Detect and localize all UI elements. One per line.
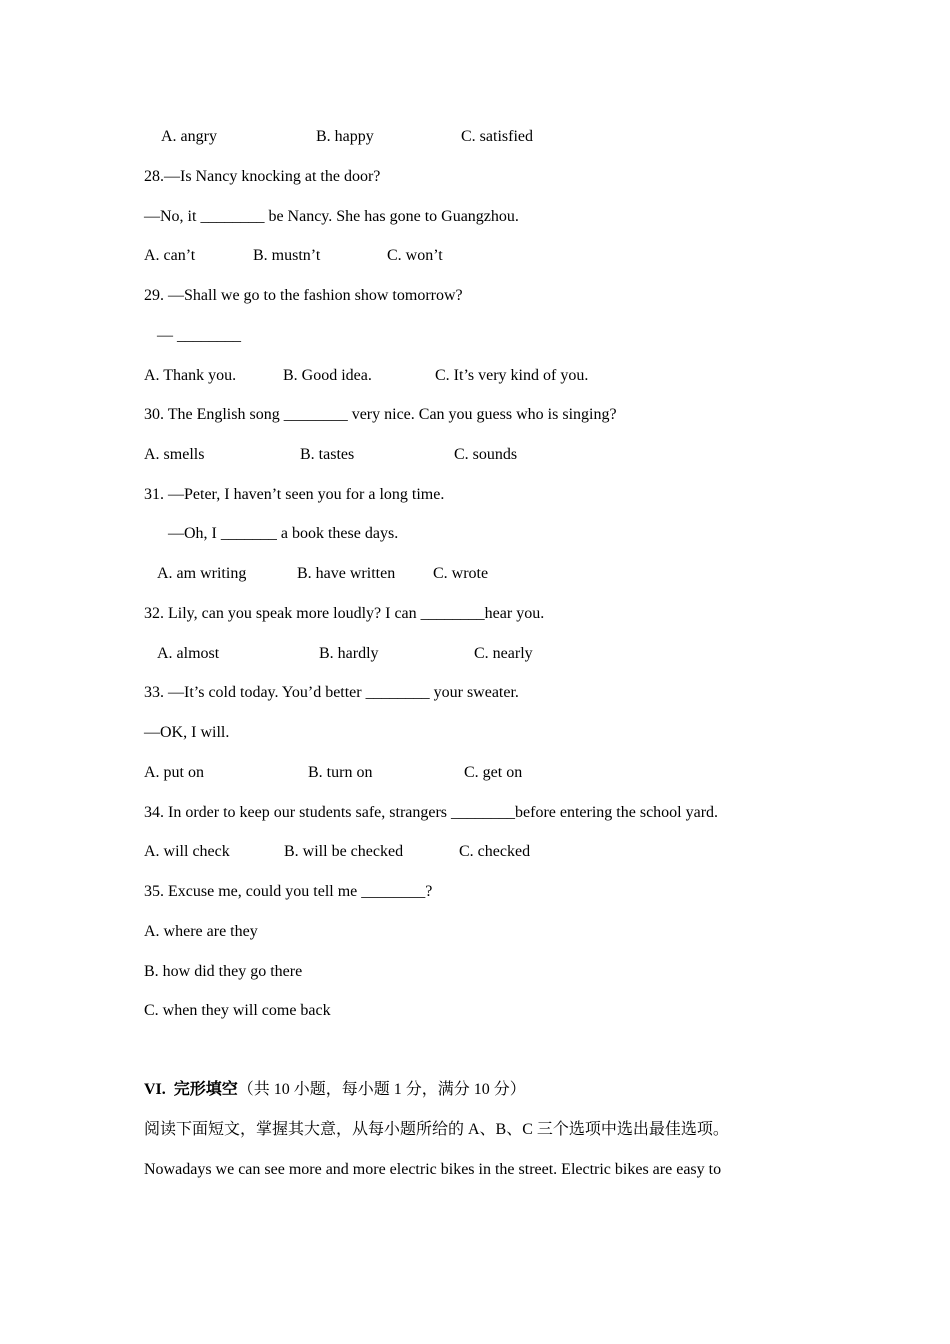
section-heading: [144, 1080, 526, 1100]
q27-option-a: A. angry: [161, 128, 217, 145]
q28-option-a: A. can’t: [144, 247, 196, 264]
q32-option-c: C. nearly: [474, 645, 533, 662]
q33-question: 33. —It’s cold today. You’d better ________ your sweater.: [144, 684, 519, 701]
q30-option-c: C. sounds: [454, 446, 518, 463]
q29-question: 29. —Shall we go to the fashion show tomorrow?: [144, 287, 463, 304]
q32-option-b: B. hardly: [319, 645, 379, 662]
q27-option-b: B. happy: [316, 128, 374, 145]
q34-option-b: B. will be checked: [284, 843, 404, 860]
q28-option-c: C. won’t: [387, 247, 443, 264]
q31-option-b: B. have written: [297, 565, 396, 582]
q29-option-b: B. Good idea.: [283, 367, 372, 384]
q32-question: 32. Lily, can you speak more loudly? I can ________hear you.: [144, 605, 545, 622]
q35-option-c: C. when they will come back: [144, 1002, 331, 1019]
q33-option-a: A. put on: [144, 764, 204, 781]
q29-option-a: A. Thank you.: [144, 367, 237, 384]
q30-option-a: A. smells: [144, 446, 205, 463]
q35-option-a: A. where are they: [144, 923, 258, 940]
q28-answer: —No, it ________ be Nancy. She has gone to Guangzhou.: [144, 208, 519, 225]
q30-option-b: B. tastes: [300, 446, 355, 463]
passage-first-line: Nowadays we can see more and more electric bikes in the street. Electric bikes are easy to: [144, 1161, 722, 1178]
q34-option-c: C. checked: [459, 843, 531, 860]
q34-question: 34. In order to keep our students safe, strangers ________before entering the school yard.: [144, 804, 719, 821]
q29-answer: — ________: [157, 327, 241, 344]
q34-option-a: A. will check: [144, 843, 230, 860]
q29-option-c: C. It’s very kind of you.: [435, 367, 589, 384]
section-instruction: 阅读下面短文，掌握其大意，从每小题所给的 A、B、C 三个选项中选出最佳选项。: [144, 1121, 729, 1138]
q31-answer: —Oh, I _______ a book these days.: [168, 525, 399, 542]
q35-option-b: B. how did they go there: [144, 963, 303, 980]
q32-option-a: A. almost: [157, 645, 220, 662]
section-heading-title: VI. 完形填空: [144, 1081, 238, 1098]
q30-question: 30. The English song ________ very nice. Can you guess who is singing?: [144, 406, 617, 423]
q33-option-b: B. turn on: [308, 764, 373, 781]
section-heading-note: （共 10 小题，每小题 1 分，满分 10 分）: [237, 1081, 526, 1098]
q31-option-a: A. am writing: [157, 565, 247, 582]
q27-option-c: C. satisfied: [461, 128, 533, 145]
q28-option-b: B. mustn’t: [253, 247, 321, 264]
q31-question: 31. —Peter, I haven’t seen you for a long time.: [144, 486, 445, 503]
q28-question: 28.—Is Nancy knocking at the door?: [144, 168, 381, 185]
q31-option-c: C. wrote: [433, 565, 489, 582]
q35-question: 35. Excuse me, could you tell me ________?: [144, 883, 433, 900]
q33-answer: —OK, I will.: [144, 724, 230, 741]
q33-option-c: C. get on: [464, 764, 523, 781]
